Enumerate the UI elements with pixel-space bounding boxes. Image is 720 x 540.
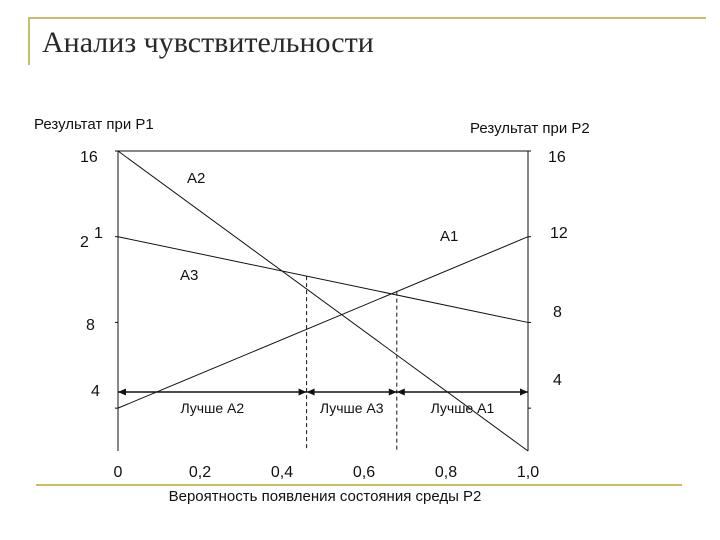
series-line-а1 [118, 237, 528, 408]
left-tick-label: 1 [94, 225, 103, 242]
arrow-head [389, 389, 397, 396]
series-label-а3: А3 [180, 267, 199, 284]
right-tick-label: 4 [553, 372, 562, 389]
left-tick-label: 8 [86, 317, 95, 334]
right-tick-label: 12 [550, 225, 568, 242]
right-tick-label: 16 [548, 149, 566, 166]
x-tick-label: 0,4 [270, 464, 294, 481]
x-tick-label: 0,8 [434, 464, 458, 481]
right-tick-label: 8 [553, 304, 562, 321]
arrow-head [397, 389, 405, 396]
arrow-head [118, 389, 126, 396]
region-label: Лучше А3 [319, 400, 384, 416]
x-tick-label: 0 [113, 464, 123, 481]
arrow-head [520, 389, 528, 396]
x-axis-label: Вероятность появления состояния среды Р2 [168, 488, 482, 505]
right-axis-label: Результат при Р2 [470, 120, 590, 137]
series-label-а1: А1 [440, 228, 459, 245]
x-tick-label: 0,6 [352, 464, 376, 481]
x-tick-label: 0,2 [188, 464, 212, 481]
left-tick-label: 16 [80, 149, 98, 166]
series-label-а2: А2 [187, 170, 206, 187]
arrow-head [307, 389, 315, 396]
left-tick-label: 4 [91, 383, 100, 400]
region-label: Лучше А1 [430, 400, 495, 416]
region-label: Лучше А2 [180, 400, 245, 416]
bottom-rule [36, 484, 682, 486]
left-tick-label: 2 [80, 234, 89, 251]
x-tick-label: 1,0 [516, 464, 540, 481]
left-axis-label: Результат при Р1 [34, 116, 154, 133]
arrow-head [299, 389, 307, 396]
slide-title: Анализ чувствительности [42, 26, 374, 59]
